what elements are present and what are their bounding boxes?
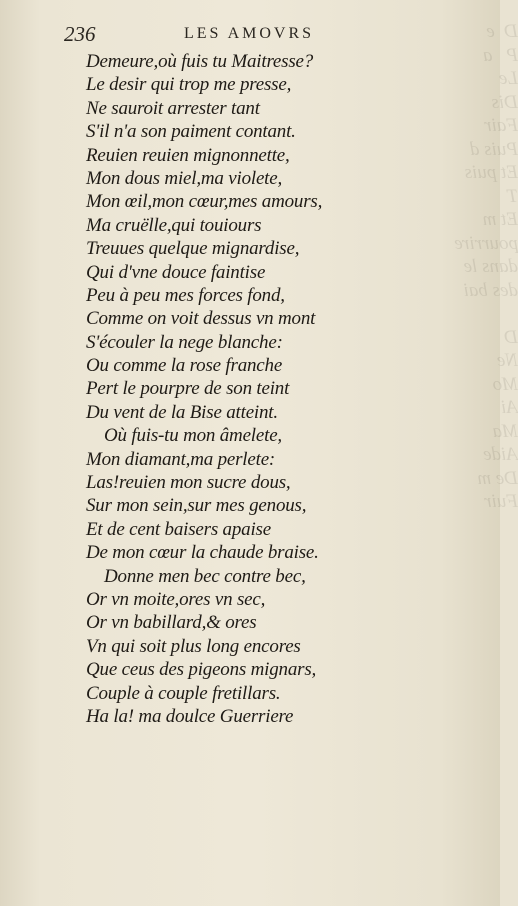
poem-line: Couple à couple fretillars. [86, 682, 281, 704]
poem-line: Mon dous miel,ma violete, [86, 167, 283, 189]
poem-line: Peu à peu mes forces fond, [86, 284, 285, 306]
poem-line: Ha la! ma doulce Guerriere [86, 705, 294, 727]
poem-line: Or vn moite,ores vn sec, [86, 588, 266, 610]
poem-text [86, 50, 346, 728]
poem-line: Du vent de la Bise atteint. [86, 401, 278, 423]
poem-line: Mon œil,mon cœur,mes amours, [86, 191, 323, 213]
poem-line: Vn qui soit plus long encores [86, 635, 301, 657]
poem-line: Où fuis-tu mon âmelete, [104, 425, 282, 447]
poem-line: S'il n'a son paiment contant. [86, 121, 296, 143]
poem-line: De mon cœur la chaude braise. [86, 542, 319, 564]
book-title: LES AMOVRS [184, 25, 315, 42]
poem-line: Demeure,où fuis tu Maitresse? [86, 51, 314, 72]
poem-line: Ou comme la rose franche [86, 355, 283, 377]
page-number: 236 [64, 22, 96, 46]
poem-line: Que ceus des pigeons mignars, [86, 659, 317, 681]
poem-line: Sur mon sein,sur mes genous, [86, 495, 307, 517]
poem-line: Le desir qui trop me presse, [86, 74, 292, 96]
poem-line: Ne sauroit arrester tant [86, 97, 260, 119]
poem-line: Et de cent baisers apaise [86, 518, 271, 540]
poem-line: S'écouler la nege blanche: [86, 331, 283, 353]
poem-line: Qui d'vne douce faintise [86, 261, 266, 283]
bleed-through-texture: D e P a Le Dis Fair Puis d Et puis T Et m pourrire dans le des bai D Ne Mo Ai Ma Aide De m Fuir [454, 21, 518, 512]
poem-line: Pert le pourpre de son teint [86, 378, 290, 400]
poem-line: Mon diamant,ma perlete: [86, 448, 276, 470]
poem-line: Donne men bec contre bec, [104, 565, 306, 587]
poem-line: Or vn babillard,& ores [86, 612, 257, 634]
running-head [64, 22, 364, 48]
poem-line: Treuues quelque mignardise, [86, 238, 300, 260]
poem-line: Comme on voit dessus vn mont [86, 308, 316, 330]
poem-line: Las!reuien mon sucre dous, [86, 472, 291, 494]
poem-line: Reuien reuien mignonnette, [86, 144, 290, 166]
poem-line: Ma cruëlle,qui touiours [86, 214, 262, 236]
